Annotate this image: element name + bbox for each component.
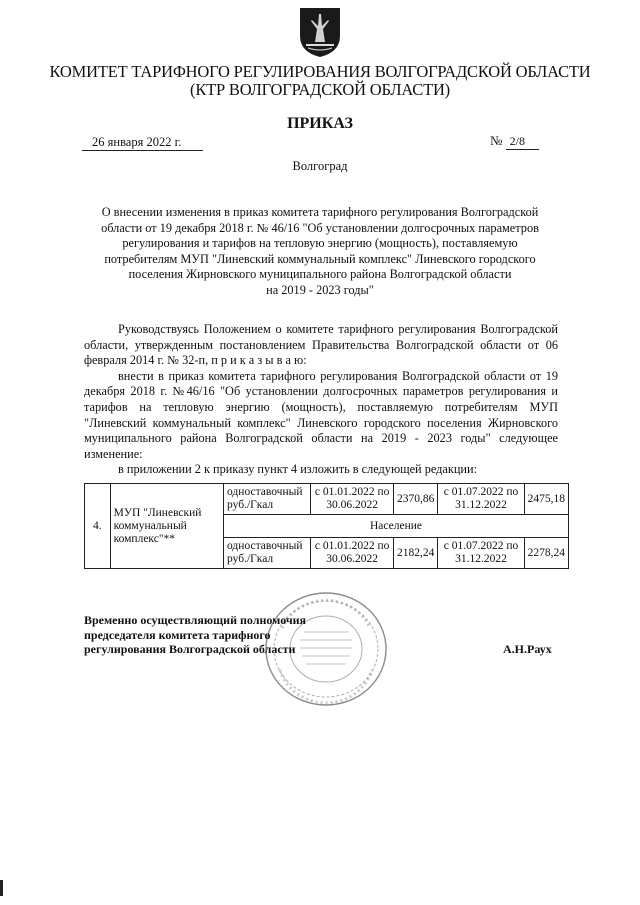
tariff-value: 2370,86 xyxy=(394,484,438,515)
tariff-type: одноставочный руб./Гкал xyxy=(224,484,311,515)
subject-line: поселения Жирновского муниципального района Волгоградской области xyxy=(128,267,512,282)
signatory-line: регулирования Волгоградской области xyxy=(84,642,296,656)
paragraph-change: внести в приказ комитета тарифного регулирования Волгоградской области от 19 декабря 2018 г. №46/16 "Об установлении долгосрочных параметров регулирования и тарифов на тепловую энергию (мощность), поставляемую потребителям МУП "Линевский коммунальный комплекс" Линевского городского поселения Жирновского муниципального района Волгоградской области на 2019 - 2023 годы" следующее изменение: xyxy=(84,368,558,461)
period-cell: с 01.07.2022 по 31.12.2022 xyxy=(438,538,524,569)
coat-of-arms-icon xyxy=(298,6,342,58)
signatory-name: А.Н.Раух xyxy=(503,642,552,656)
order-subject xyxy=(60,205,580,299)
tariff-value: 2182,24 xyxy=(394,538,438,569)
period-cell: с 01.07.2022 по 31.12.2022 xyxy=(438,484,524,515)
table-row xyxy=(85,484,569,515)
scan-edge-mark xyxy=(0,880,3,896)
period-cell: с 01.01.2022 по 30.06.2022 xyxy=(311,484,394,515)
signatory-line: Временно осуществляющий полномочия xyxy=(84,613,307,627)
row-number: 4. xyxy=(85,484,111,569)
subject-line: на 2019 - 2023 годы" xyxy=(266,282,374,297)
population-header: Население xyxy=(224,515,569,538)
subject-line: О внесении изменения в приказ комитета тарифного регулирования Волгоградской xyxy=(101,205,539,219)
number-label: № xyxy=(490,133,503,148)
org-short-name: (КТР ВОЛГОГРАДСКОЙ ОБЛАСТИ) xyxy=(190,80,450,99)
city: Волгоград xyxy=(292,159,348,173)
body-text xyxy=(84,322,558,478)
tariff-value: 2475,18 xyxy=(524,484,568,515)
tariff-type: одноставочный руб./Гкал xyxy=(224,538,311,569)
tariff-value: 2278,24 xyxy=(524,538,568,569)
org-name: КОМИТЕТ ТАРИФНОГО РЕГУЛИРОВАНИЯ ВОЛГОГРАДСКОЙ ОБЛАСТИ xyxy=(49,62,591,81)
signatory-title xyxy=(84,613,306,657)
paragraph-appendix: в приложении 2 к приказу пункт 4 изложить в следующей редакции: xyxy=(118,462,478,477)
order-number xyxy=(490,133,539,150)
order-date: 26 января 2022 г. xyxy=(82,135,203,151)
period-cell: с 01.01.2022 по 30.06.2022 xyxy=(311,538,394,569)
tariff-table xyxy=(84,483,569,569)
paragraph-basis: Руководствуясь Положением о комитете тарифного регулирования Волгоградской области, утвержденным постановлением Правительства Волгоградской области от 06 февраля 2014 г. № 32-п, п р и к а з ы в а ю: xyxy=(84,322,558,368)
number-value: 2/8 xyxy=(506,134,539,150)
subject-line: области от 19 декабря 2018 г. № 46/16 "Об установлении долгосрочных параметров xyxy=(101,220,539,235)
doc-title: ПРИКАЗ xyxy=(287,115,353,132)
org-name-cell: МУП "Линевский коммунальный комплекс"** xyxy=(110,484,223,569)
subject-line: регулирования и тарифов на тепловую энергию (мощность), поставляемую xyxy=(122,236,518,251)
signatory-line: председателя комитета тарифного xyxy=(84,627,271,642)
subject-line: потребителям МУП "Линевский коммунальный комплекс" Линевского городского xyxy=(104,251,536,266)
